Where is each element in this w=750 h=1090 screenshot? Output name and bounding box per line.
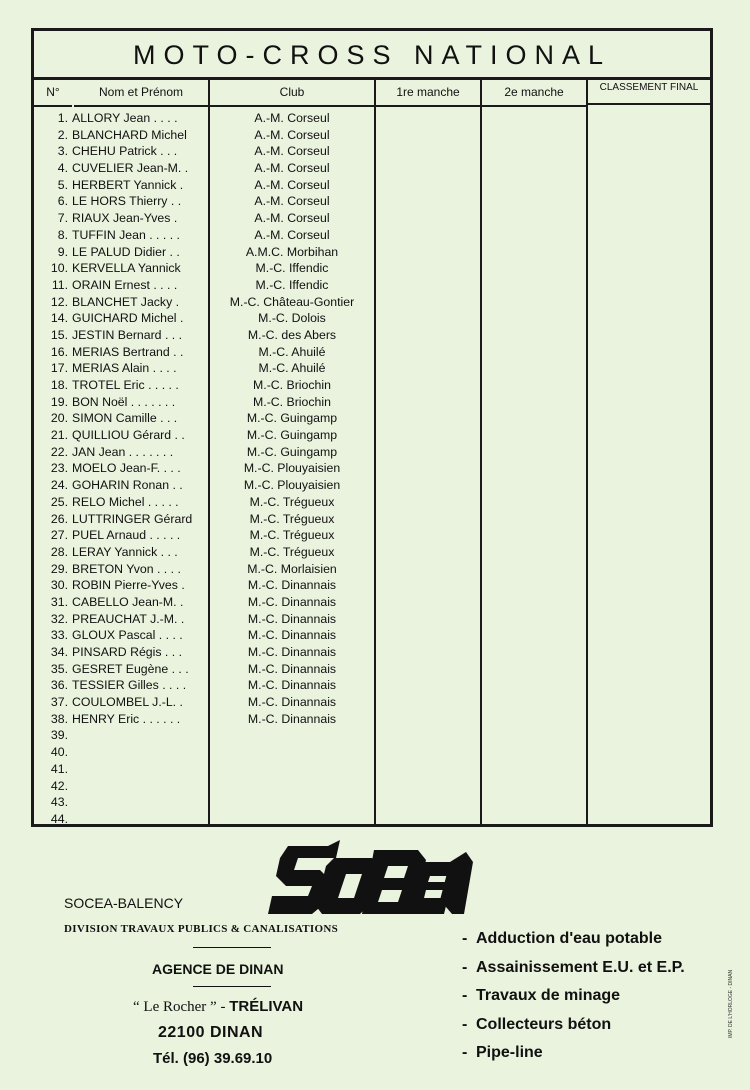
- rider-number: 11.: [51, 277, 68, 292]
- rider-number: 25.: [50, 494, 68, 509]
- table-row: [34, 394, 710, 411]
- rider-name: GLOUX Pascal . . . .: [72, 628, 183, 643]
- rider-name: JESTIN Bernard . . .: [72, 327, 183, 342]
- rider-number: 26.: [50, 511, 68, 526]
- bullet-dash: -: [462, 1044, 468, 1061]
- rider-number: 18.: [50, 378, 68, 392]
- rider-name: ALLORY Jean . . . .: [72, 111, 178, 125]
- page-title: MOTO-CROSS NATIONAL: [34, 31, 710, 80]
- rider-number: 14.: [50, 311, 68, 326]
- rider-name: TROTEL Eric . . . . .: [72, 378, 179, 392]
- rider-number: 33.: [50, 628, 68, 643]
- table-row: [34, 327, 710, 344]
- table-row: [34, 193, 710, 210]
- rider-club: M.-C. Dinannais: [247, 594, 337, 609]
- rider-club: M.-C. Dinannais: [247, 711, 337, 726]
- table-row: [34, 711, 710, 728]
- rider-number: 17.: [50, 361, 68, 376]
- table-row: [34, 794, 710, 811]
- table-row: [34, 427, 710, 444]
- table-row: [34, 744, 710, 761]
- rider-number: 8.: [57, 227, 68, 242]
- table-row: [34, 577, 710, 594]
- table-row: [34, 294, 710, 311]
- rider-number: 4.: [57, 161, 68, 176]
- header-manche-2: 2e manche: [482, 80, 586, 107]
- rider-list: [34, 110, 710, 828]
- table-row: [34, 244, 710, 261]
- service-label: Assainissement E.U. et E.P.: [476, 958, 685, 976]
- table-row: [34, 277, 710, 294]
- rider-name: JAN Jean . . . . . . .: [72, 444, 174, 459]
- rider-club: M.-C. Guingamp: [246, 411, 338, 426]
- table-row: [34, 611, 710, 628]
- table-row: [34, 677, 710, 694]
- sobea-logo: [268, 840, 473, 924]
- divider: [193, 986, 271, 987]
- divider: [193, 947, 271, 948]
- rider-club: M.-C. Ahuilé: [258, 361, 326, 376]
- rider-number: 37.: [50, 695, 68, 710]
- rider-number: 22.: [50, 444, 68, 459]
- rider-club: M.-C. Dinannais: [247, 611, 337, 626]
- rider-name: GOHARIN Ronan . .: [72, 478, 183, 493]
- rider-club: M.-C. Dinannais: [247, 578, 337, 593]
- city: 22100 DINAN: [158, 1024, 264, 1041]
- rider-club: M.-C. Trégueux: [249, 544, 335, 559]
- rider-name: RIAUX Jean-Yves .: [72, 211, 178, 226]
- rider-number: 42.: [50, 778, 68, 793]
- rider-club: M.-C. Iffendic: [255, 261, 329, 276]
- table-row: [34, 210, 710, 227]
- rider-club: M.-C. Trégueux: [249, 528, 335, 543]
- header-final-ranking: CLASSEMENT FINAL: [588, 80, 710, 105]
- rider-number: 2.: [57, 127, 68, 142]
- rider-name: TESSIER Gilles . . . .: [72, 678, 187, 693]
- table-row: [34, 477, 710, 494]
- rider-club: M.-C. Dinannais: [247, 661, 337, 676]
- rider-club: M.-C. Dinannais: [247, 645, 337, 659]
- rider-number: 7.: [57, 211, 68, 226]
- rider-club: M.-C. Plouyaisien: [243, 478, 341, 493]
- table-row: [34, 310, 710, 327]
- bullet-dash: -: [462, 1015, 468, 1033]
- service-label: Pipe-line: [476, 1044, 543, 1061]
- rider-number: 10.: [50, 261, 68, 276]
- table-row: [34, 761, 710, 778]
- bullet-dash: -: [462, 958, 468, 976]
- rider-number: 9.: [57, 244, 68, 259]
- service-item: [462, 957, 685, 986]
- rider-number: 38.: [50, 711, 68, 726]
- rider-number: 35.: [50, 661, 68, 676]
- rider-name: MERIAS Alain . . . .: [72, 361, 177, 376]
- table-row: [34, 627, 710, 644]
- bullet-dash: -: [462, 987, 468, 1004]
- rider-number: 23.: [50, 461, 68, 476]
- rider-number: 40.: [50, 745, 68, 760]
- rider-name: TUFFIN Jean . . . . .: [72, 227, 180, 242]
- rider-number: 12.: [50, 294, 68, 309]
- rider-club: A.-M. Corseul: [254, 161, 330, 176]
- service-label: Collecteurs béton: [476, 1015, 612, 1033]
- rider-name: QUILLIOU Gérard . .: [72, 428, 185, 443]
- table-row: [34, 561, 710, 578]
- bullet-dash: -: [462, 930, 468, 947]
- rider-club: M.-C. Dinannais: [247, 628, 337, 643]
- service-label: Adduction d'eau potable: [476, 930, 663, 947]
- rider-club: M.-C. Guingamp: [246, 444, 338, 459]
- rider-club: M.-C. Dolois: [258, 311, 326, 326]
- rider-number: 32.: [50, 611, 68, 626]
- rider-number: 29.: [50, 561, 68, 576]
- rider-club: M.-C. des Abers: [247, 327, 337, 342]
- rider-club: M.-C. Dinannais: [247, 695, 337, 710]
- rider-name: BLANCHARD Michel: [72, 127, 187, 142]
- rider-name: ROBIN Pierre-Yves .: [72, 578, 185, 593]
- table-row: [34, 661, 710, 678]
- rider-number: 5.: [57, 177, 68, 192]
- rider-number: 15.: [50, 327, 68, 342]
- printer-imprint: IMP. DE L'HORLOGE - DINAN: [728, 969, 734, 1038]
- rider-club: A.-M. Corseul: [254, 194, 330, 209]
- table-row: [34, 160, 710, 177]
- table-row: [34, 644, 710, 661]
- address: “ Le Rocher ” - TRÉLIVAN: [133, 998, 304, 1015]
- division-name: DIVISION TRAVAUX PUBLICS & CANALISATIONS: [64, 923, 339, 935]
- table-row: [34, 694, 710, 711]
- rider-number: 19.: [50, 394, 68, 409]
- table-row: [34, 511, 710, 528]
- rider-name: PUEL Arnaud . . . . .: [72, 528, 181, 543]
- table-row: [34, 344, 710, 361]
- rider-club: A.-M. Corseul: [254, 227, 330, 242]
- rider-number: 31.: [50, 594, 68, 609]
- service-item: [462, 985, 685, 1014]
- rider-club: M.-C. Château-Gontier: [229, 294, 355, 309]
- rider-name: BLANCHET Jacky .: [72, 294, 180, 309]
- service-item: [462, 1014, 685, 1043]
- table-row: [34, 260, 710, 277]
- rider-number: 20.: [50, 411, 68, 426]
- service-label: Travaux de minage: [476, 987, 621, 1004]
- table-row: [34, 377, 710, 394]
- rider-number: 30.: [50, 578, 68, 593]
- rider-name: HERBERT Yannick .: [72, 177, 184, 192]
- agency-name: AGENCE DE DINAN: [152, 961, 284, 977]
- rider-club: M.-C. Trégueux: [249, 511, 335, 526]
- rider-number: 1.: [57, 111, 68, 125]
- rider-name: MOELO Jean-F. . . .: [72, 461, 181, 476]
- rider-name: LE PALUD Didier . .: [72, 244, 180, 259]
- table-row: [34, 177, 710, 194]
- rider-name: PINSARD Régis . . .: [72, 645, 183, 659]
- rider-number: 6.: [57, 194, 68, 209]
- rider-name: GUICHARD Michel .: [72, 311, 184, 326]
- rider-name: SIMON Camille . . .: [72, 411, 178, 426]
- rider-club: A.M.C. Morbihan: [245, 244, 339, 259]
- rider-club: M.-C. Iffendic: [255, 277, 329, 292]
- table-row: [34, 811, 710, 828]
- table-row: [34, 778, 710, 795]
- table-row: [34, 444, 710, 461]
- header-name: Nom et Prénom: [74, 80, 208, 107]
- rider-name: KERVELLA Yannick: [72, 261, 181, 276]
- rider-number: 21.: [50, 428, 68, 443]
- rider-name: PREAUCHAT J.-M. .: [72, 611, 185, 626]
- rider-club: A.-M. Corseul: [254, 111, 330, 125]
- rider-club: A.-M. Corseul: [254, 144, 330, 159]
- rider-name: BON Noël . . . . . . .: [72, 394, 176, 409]
- rider-name: GESRET Eugène . . .: [72, 661, 189, 676]
- rider-name: CUVELIER Jean-M. .: [72, 161, 189, 176]
- header-club: Club: [210, 80, 374, 107]
- rider-name: HENRY Eric . . . . . .: [72, 711, 181, 726]
- table-row: [34, 594, 710, 611]
- rider-club: M.-C. Dinannais: [247, 678, 337, 693]
- rider-club: M.-C. Briochin: [253, 378, 331, 392]
- table-row: [34, 360, 710, 377]
- rider-number: 24.: [50, 478, 68, 493]
- rider-club: M.-C. Guingamp: [246, 428, 338, 443]
- rider-name: ORAIN Ernest . . . .: [72, 277, 178, 292]
- rider-number: 27.: [50, 528, 68, 543]
- rider-name: RELO Michel . . . . .: [72, 494, 179, 509]
- services-list: [462, 928, 685, 1071]
- rider-name: LUTTRINGER Gérard: [72, 511, 193, 526]
- rider-name: COULOMBEL J.-L. .: [72, 695, 183, 710]
- rider-number: 3.: [57, 144, 68, 159]
- company-name: SOCEA-BALENCY: [64, 895, 184, 911]
- rider-name: LERAY Yannick . . .: [72, 544, 178, 559]
- rider-number: 41.: [50, 761, 68, 776]
- rider-club: M.-C. Morlaisien: [247, 561, 337, 576]
- results-table: [31, 28, 713, 827]
- rider-club: M.-C. Trégueux: [249, 494, 335, 509]
- rider-club: A.-M. Corseul: [254, 177, 330, 192]
- rider-number: 44.: [50, 811, 68, 826]
- table-row: [34, 410, 710, 427]
- service-item: [462, 928, 685, 957]
- service-item: [462, 1042, 685, 1071]
- rider-club: M.-C. Plouyaisien: [243, 461, 341, 476]
- table-row: [34, 127, 710, 144]
- rider-name: BRETON Yvon . . . .: [72, 561, 181, 576]
- phone-number: Tél. (96) 39.69.10: [153, 1050, 273, 1067]
- rider-club: M.-C. Ahuilé: [258, 344, 326, 359]
- header-manche-1: 1re manche: [376, 80, 480, 107]
- table-row: [34, 494, 710, 511]
- rider-club: M.-C. Briochin: [253, 394, 331, 409]
- rider-number: 28.: [50, 544, 68, 559]
- rider-number: 34.: [50, 645, 68, 659]
- table-row: [34, 527, 710, 544]
- rider-number: 16.: [50, 344, 68, 359]
- table-row: [34, 227, 710, 244]
- rider-number: 39.: [50, 728, 68, 743]
- rider-name: CHEHU Patrick . . .: [72, 144, 178, 159]
- rider-club: A.-M. Corseul: [254, 127, 330, 142]
- table-row: [34, 544, 710, 561]
- header-number: N°: [34, 80, 72, 107]
- rider-name: CABELLO Jean-M. .: [72, 594, 184, 609]
- rider-name: LE HORS Thierry . .: [72, 194, 182, 209]
- table-row: [34, 110, 710, 127]
- table-row: [34, 143, 710, 160]
- rider-number: 43.: [50, 795, 68, 810]
- rider-number: 36.: [50, 678, 68, 693]
- table-row: [34, 460, 710, 477]
- rider-club: A.-M. Corseul: [254, 211, 330, 226]
- table-row: [34, 727, 710, 744]
- rider-name: MERIAS Bertrand . .: [72, 344, 184, 359]
